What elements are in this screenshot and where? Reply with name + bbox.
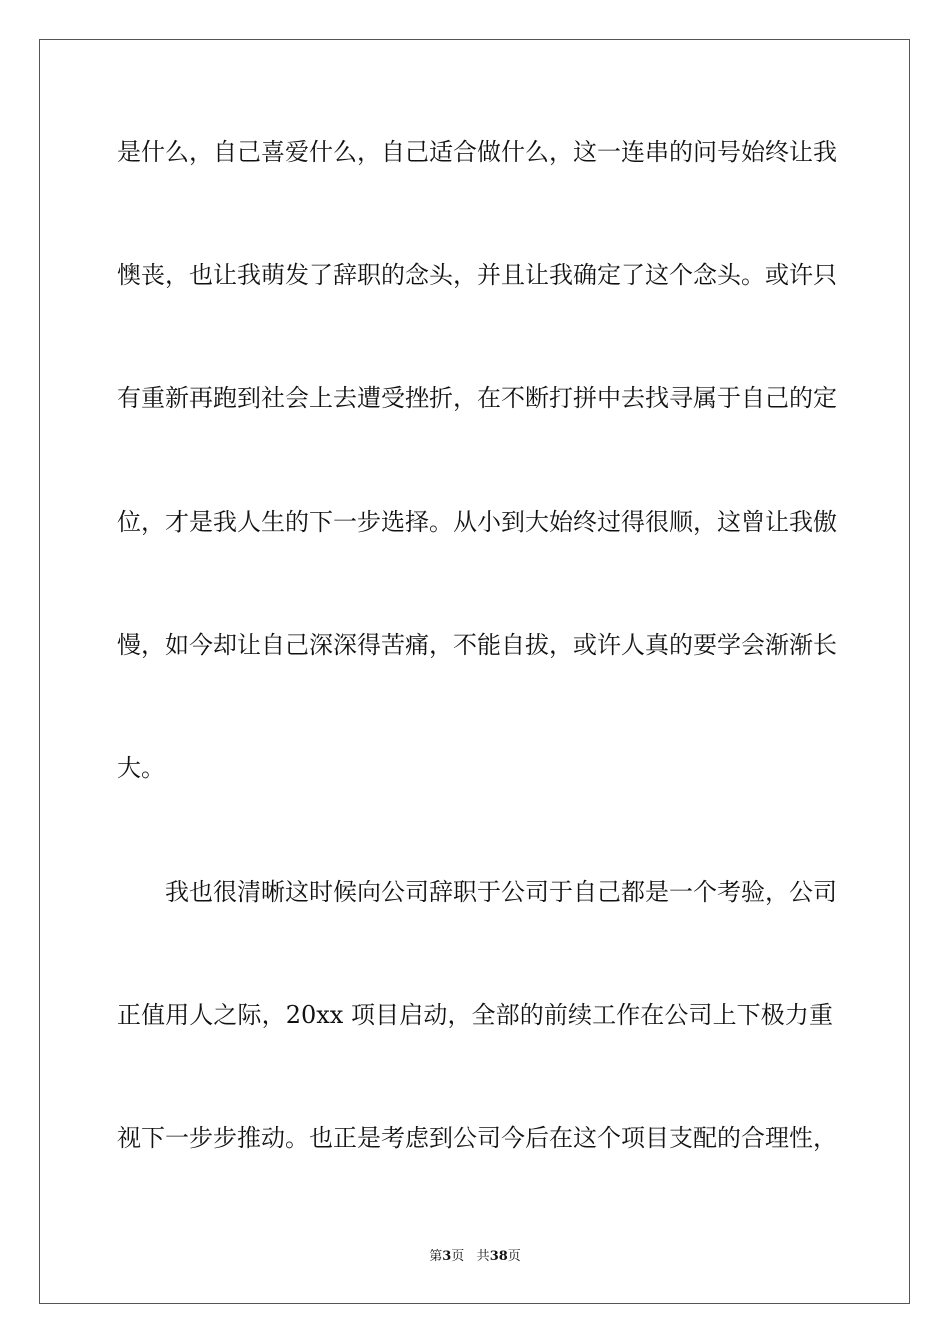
paragraph-line-8: 正值用人之际，20xx 项目启动，全部的前续工作在公司上下极力重 bbox=[117, 1001, 833, 1029]
paragraph-line-4: 位，才是我人生的下一步选择。从小到大始终过得很顺，这曾让我傲 bbox=[117, 508, 837, 536]
paragraph-line-1: 是什么，自己喜爱什么，自己适合做什么，这一连串的问号始终让我 bbox=[117, 138, 837, 166]
paragraph-line-3: 有重新再跑到社会上去遭受挫折，在不断打拼中去找寻属于自己的定 bbox=[117, 384, 837, 412]
total-suffix: 页 bbox=[507, 1249, 521, 1264]
page-prefix: 第 bbox=[429, 1249, 443, 1264]
paragraph-line-7: 我也很清晰这时候向公司辞职于公司于自己都是一个考验，公司 bbox=[165, 878, 837, 906]
total-pages: 38 bbox=[489, 1249, 508, 1264]
paragraph-line-6: 大。 bbox=[117, 754, 165, 782]
page-footer bbox=[0, 1248, 950, 1266]
page-suffix: 页 bbox=[451, 1249, 465, 1264]
total-prefix: 共 bbox=[476, 1249, 490, 1264]
paragraph-line-5: 慢，如今却让自己深深得苦痛，不能自拔，或许人真的要学会渐渐长 bbox=[117, 631, 837, 659]
paragraph-line-2: 懊丧，也让我萌发了辞职的念头，并且让我确定了这个念头。或许只 bbox=[117, 261, 837, 289]
page-border bbox=[39, 39, 910, 1304]
paragraph-line-9: 视下一步步推动。也正是考虑到公司今后在这个项目支配的合理性， bbox=[117, 1124, 837, 1152]
page-number: 3 bbox=[442, 1249, 452, 1264]
